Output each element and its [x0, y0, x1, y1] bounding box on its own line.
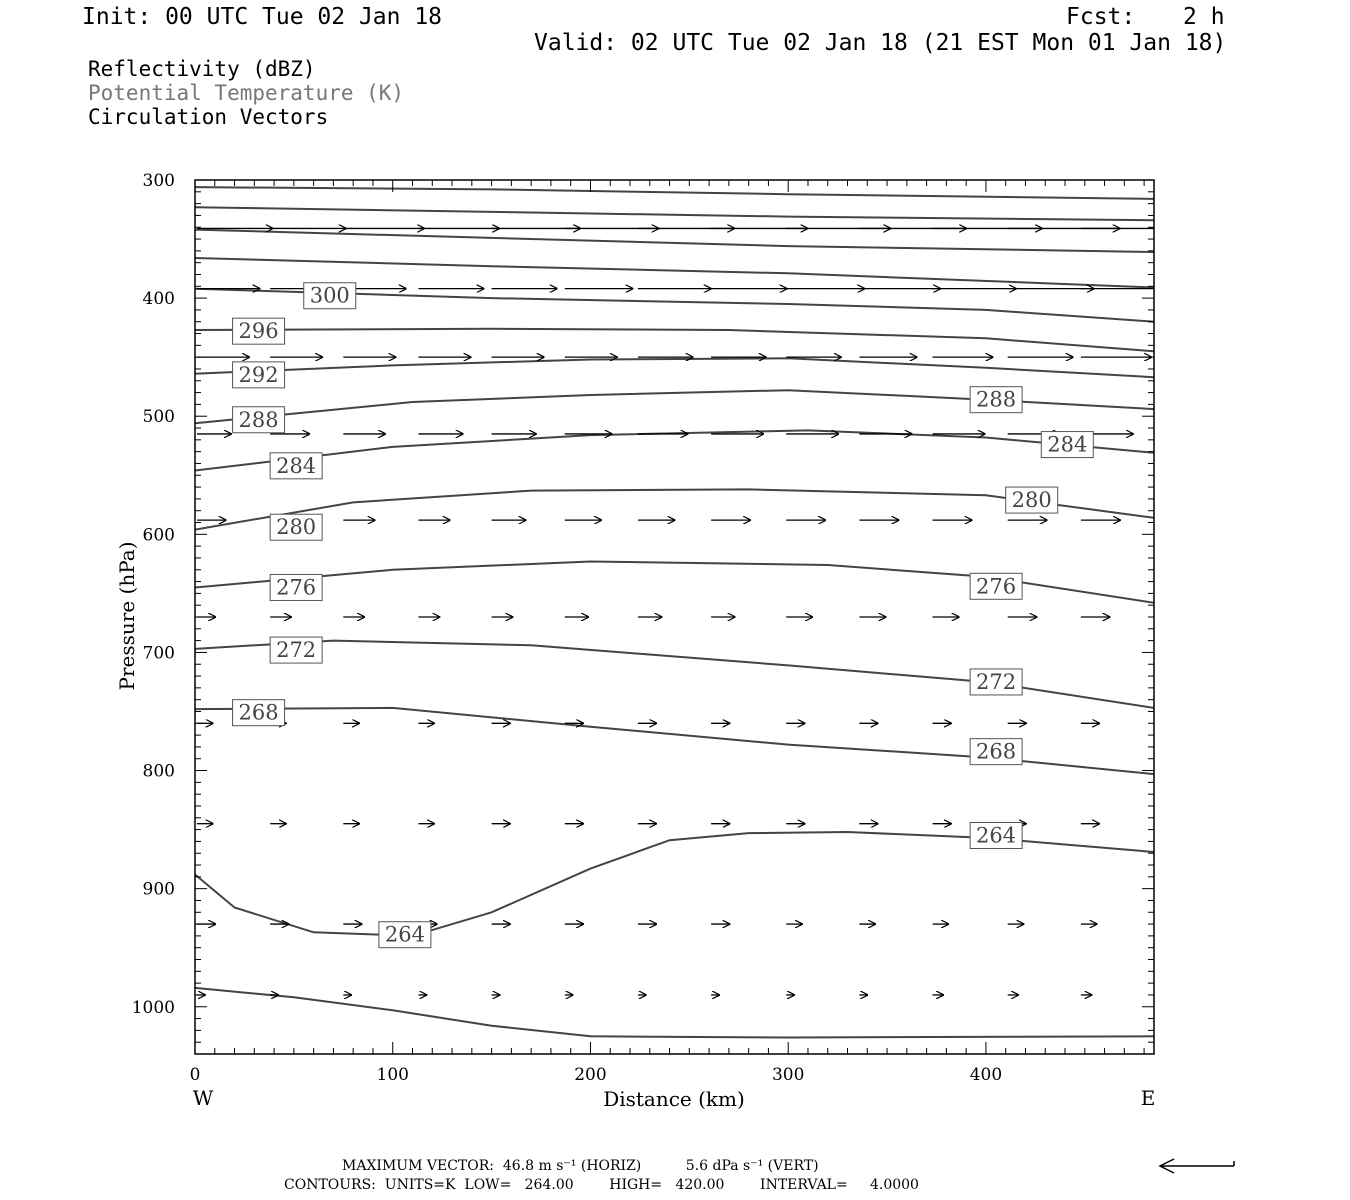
- axes: [132, 171, 1154, 1085]
- arrow-left-icon: [1160, 1159, 1234, 1173]
- x-end-label-east: E: [1140, 1086, 1156, 1110]
- theta-contour-line: [195, 430, 1154, 470]
- y-tick-label: 900: [142, 879, 175, 900]
- contour-label: 264: [384, 922, 425, 947]
- valid-time: Valid: 02 UTC Tue 02 Jan 18 (21 EST Mon 01 Jan 18): [534, 30, 1227, 56]
- theta-contours: [195, 187, 1154, 1037]
- x-tick-label: 0: [189, 1065, 201, 1085]
- contour-label: 268: [976, 739, 1017, 764]
- init-time: Init: 00 UTC Tue 02 Jan 18: [82, 4, 443, 30]
- legend-circulation-vectors: Circulation Vectors: [88, 105, 329, 129]
- max-vector-note: MAXIMUM VECTOR: 46.8 m s⁻¹ (HORIZ) 5.6 dPa s⁻¹ (VERT): [342, 1158, 819, 1174]
- contour-label: 280: [1011, 488, 1052, 513]
- y-tick-label: 600: [142, 525, 175, 546]
- contour-label: 284: [1047, 432, 1088, 457]
- y-tick-label: 300: [142, 171, 175, 191]
- contour-info-note: CONTOURS: UNITS=K LOW= 264.00 HIGH= 420.00 INTERVAL= 4.0000: [284, 1177, 919, 1193]
- contour-label: 264: [976, 823, 1017, 848]
- contour-label: 268: [238, 700, 279, 725]
- x-tick-label: 100: [376, 1065, 409, 1085]
- y-tick-label: 700: [142, 643, 175, 664]
- x-tick-label: 200: [574, 1065, 607, 1085]
- y-tick-label: 800: [142, 761, 175, 782]
- y-tick-label: 1000: [131, 997, 175, 1018]
- contour-label: 276: [276, 575, 317, 600]
- contour-label: 272: [276, 638, 317, 663]
- contour-label: 288: [238, 407, 279, 432]
- x-tick-label: 300: [771, 1065, 805, 1085]
- theta-contour-line: [195, 329, 1154, 352]
- contour-labels: [233, 283, 1094, 948]
- y-tick-label: 400: [142, 289, 175, 310]
- contour-label: 296: [238, 319, 279, 344]
- contour-label: 288: [976, 387, 1017, 412]
- theta-contour-line: [195, 358, 1154, 377]
- x-tick-label: 400: [969, 1065, 1003, 1085]
- legend-potential-temperature: Potential Temperature (K): [88, 81, 405, 105]
- x-end-label-west: W: [192, 1086, 214, 1110]
- contour-label: 284: [276, 453, 317, 478]
- contour-label: 300: [309, 283, 350, 308]
- contour-label: 292: [238, 362, 279, 387]
- theta-contour-line: [195, 187, 1154, 199]
- y-tick-label: 500: [142, 407, 175, 428]
- contour-label: 276: [976, 574, 1017, 599]
- contour-label: 280: [276, 515, 317, 540]
- forecast-hour: 2 h: [1183, 4, 1225, 30]
- contour-label: 272: [976, 669, 1017, 694]
- legend-reflectivity: Reflectivity (dBZ): [88, 57, 316, 81]
- forecast-label: Fcst:: [1066, 4, 1136, 30]
- theta-contour-line: [195, 230, 1154, 252]
- y-axis-title: Pressure (hPa): [115, 541, 139, 691]
- x-axis-title: Distance (km): [603, 1087, 745, 1111]
- theta-contour-line: [195, 207, 1154, 220]
